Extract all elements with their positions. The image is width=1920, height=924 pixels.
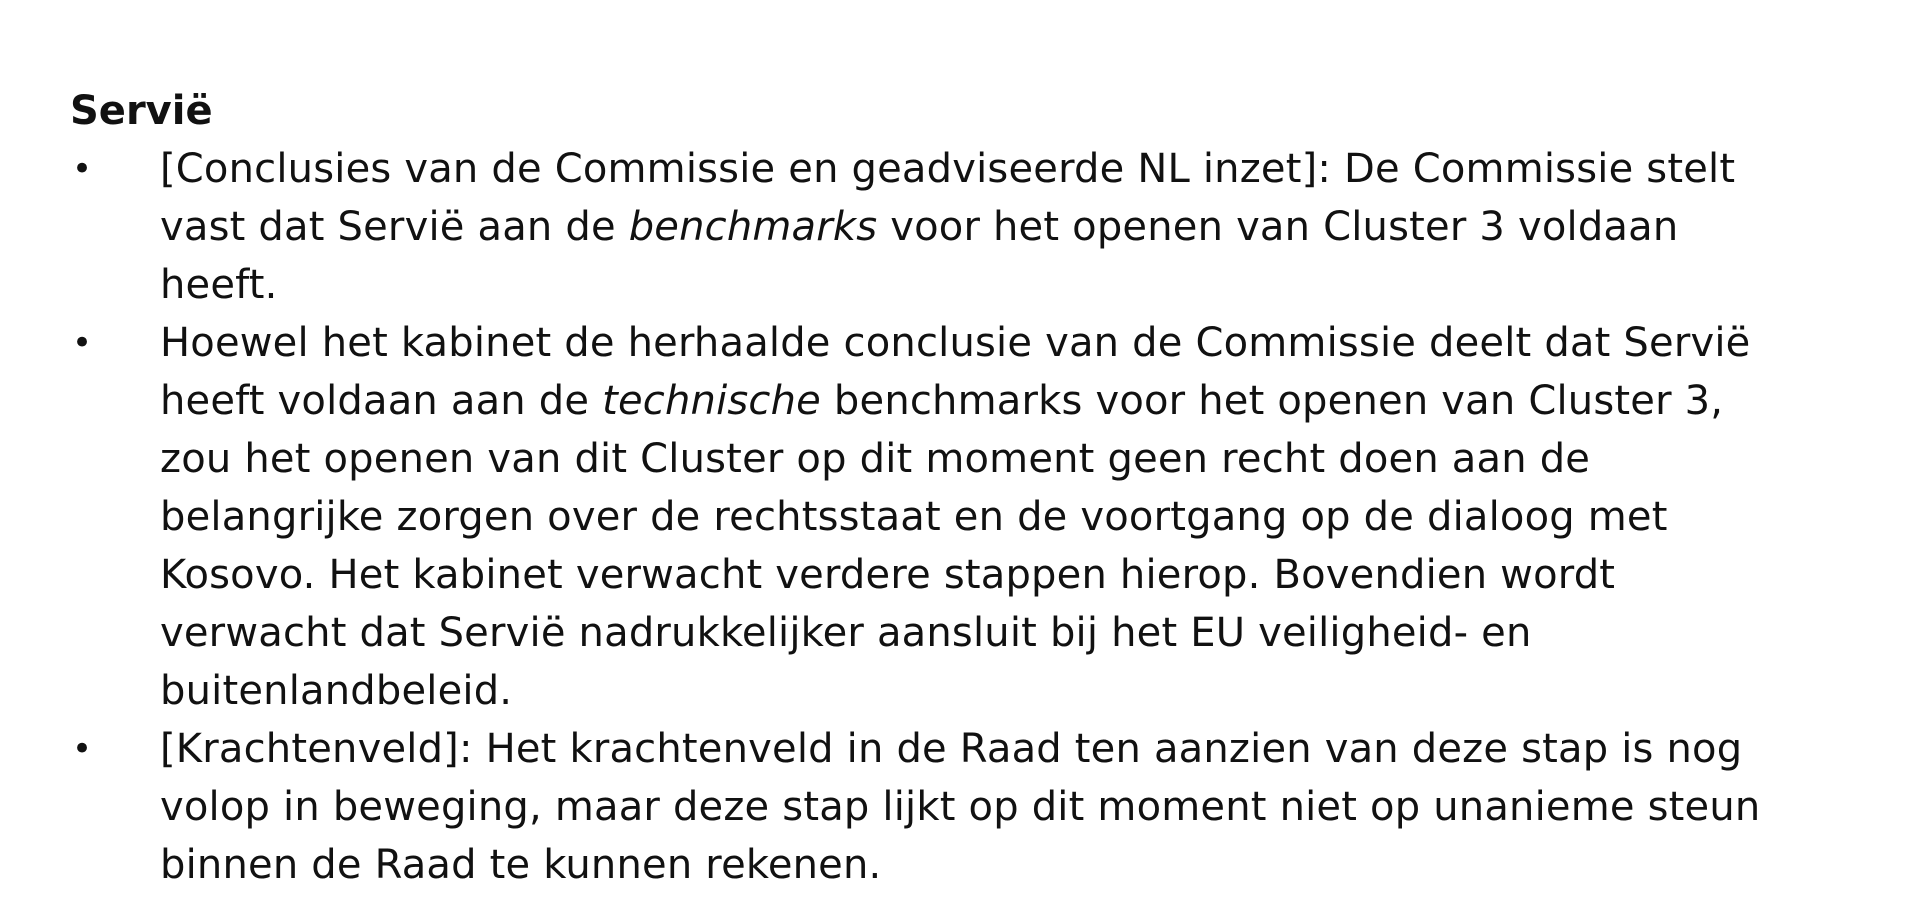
text-line: belangrijke zorgen over de rechtsstaat en de voortgang op de dialoog met	[160, 494, 1668, 540]
text-line: verwacht dat Servië nadrukkelijker aansluit bij het EU veiligheid- en	[160, 610, 1532, 656]
text-line: binnen de Raad te kunnen rekenen.	[160, 842, 882, 888]
text-line: vast dat Servië aan de	[160, 204, 629, 250]
text-line: heeft voldaan aan de	[160, 378, 603, 424]
text-line: Kosovo. Het kabinet verwacht verdere stappen hierop. Bovendien wordt	[160, 552, 1616, 598]
bullet-icon: •	[72, 729, 93, 769]
text-line: [Krachtenveld]: Het krachtenveld in de Raad ten aanzien van deze stap is nog	[160, 726, 1743, 772]
text-line: buitenlandbeleid.	[160, 668, 513, 714]
text-line: zou het openen van dit Cluster op dit moment geen recht doen aan de	[160, 436, 1591, 482]
text-line: heeft.	[160, 262, 278, 308]
document-body	[70, 82, 1900, 894]
list-item	[70, 140, 1860, 314]
bullet-icon: •	[72, 323, 93, 363]
text-line: benchmarks voor het openen van Cluster 3,	[821, 378, 1724, 424]
text-line: voor het openen van Cluster 3 voldaan	[877, 204, 1679, 250]
emphasis-text: technische	[602, 378, 821, 424]
bullet-icon: •	[72, 149, 93, 189]
text-line: Hoewel het kabinet de herhaalde conclusie van de Commissie deelt dat Servië	[160, 320, 1751, 366]
bullet-list	[70, 140, 1900, 894]
emphasis-text: benchmarks	[628, 204, 878, 250]
list-item	[70, 314, 1860, 720]
text-line: [Conclusies van de Commissie en geadviseerde NL inzet]: De Commissie stelt	[160, 146, 1736, 192]
text-line: volop in beweging, maar deze stap lijkt op dit moment niet op unanieme steun	[160, 784, 1761, 830]
list-item	[70, 720, 1860, 894]
section-heading: Servië	[70, 88, 213, 134]
